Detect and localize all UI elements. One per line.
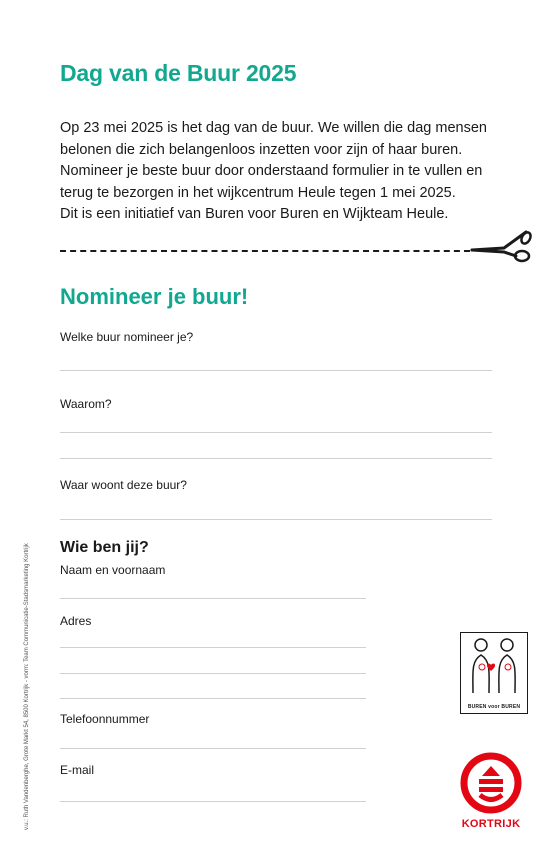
why-label: Waarom? bbox=[60, 397, 112, 411]
page-title: Dag van de Buur 2025 bbox=[60, 60, 297, 86]
intro-line: Op 23 mei 2025 is het dag van de buur. We willen die dag mensen bbox=[60, 120, 487, 136]
kortrijk-logo-icon bbox=[460, 752, 522, 814]
which-neighbour-field[interactable] bbox=[60, 370, 492, 371]
intro-line: Nomineer je beste buur door onderstaand formulier in te vullen en bbox=[60, 163, 483, 179]
phone-label: Telefoonnummer bbox=[60, 712, 150, 726]
why-field-line-1[interactable] bbox=[60, 432, 492, 433]
intro-paragraph bbox=[60, 118, 500, 226]
side-credit: v.u.: Ruth Vandenberghe, Grote Markt 54, 8500 Kortrijk - vorm: Team Communicatie-Stadsmarketing Kortrijk bbox=[24, 543, 30, 830]
name-label: Naam en voornaam bbox=[60, 563, 166, 577]
kortrijk-logo-text: KORTRIJK bbox=[461, 818, 521, 830]
address-field-line-2[interactable] bbox=[60, 673, 366, 674]
why-field-line-2[interactable] bbox=[60, 458, 492, 459]
email-label: E-mail bbox=[60, 763, 95, 777]
phone-field[interactable] bbox=[60, 748, 366, 749]
buren-logo-text: BUREN voor BUREN bbox=[467, 704, 521, 710]
intro-line: Dit is een initiatief van Buren voor Buren en Wijkteam Heule. bbox=[60, 206, 449, 222]
neighbours-figures-icon bbox=[461, 633, 527, 701]
buren-voor-buren-logo bbox=[460, 632, 528, 714]
intro-line: terug te bezorgen in het wijkcentrum Heule tegen 1 mei 2025. bbox=[60, 184, 456, 201]
nominate-heading: Nomineer je buur! bbox=[60, 284, 249, 309]
who-heading: Wie ben jij? bbox=[60, 539, 149, 556]
address-label: Adres bbox=[60, 614, 92, 628]
where-field[interactable] bbox=[60, 519, 492, 520]
where-label: Waar woont deze buur? bbox=[60, 478, 187, 492]
address-field-line-3[interactable] bbox=[60, 698, 366, 699]
intro-line: belonen die zich belangenloos inzetten voor zijn of haar buren. bbox=[60, 141, 463, 158]
email-field[interactable] bbox=[60, 801, 366, 802]
address-field-line-1[interactable] bbox=[60, 647, 366, 648]
scissors-icon bbox=[470, 228, 532, 264]
cut-line bbox=[60, 250, 470, 252]
which-neighbour-label: Welke buur nomineer je? bbox=[60, 330, 194, 344]
name-field[interactable] bbox=[60, 598, 366, 599]
